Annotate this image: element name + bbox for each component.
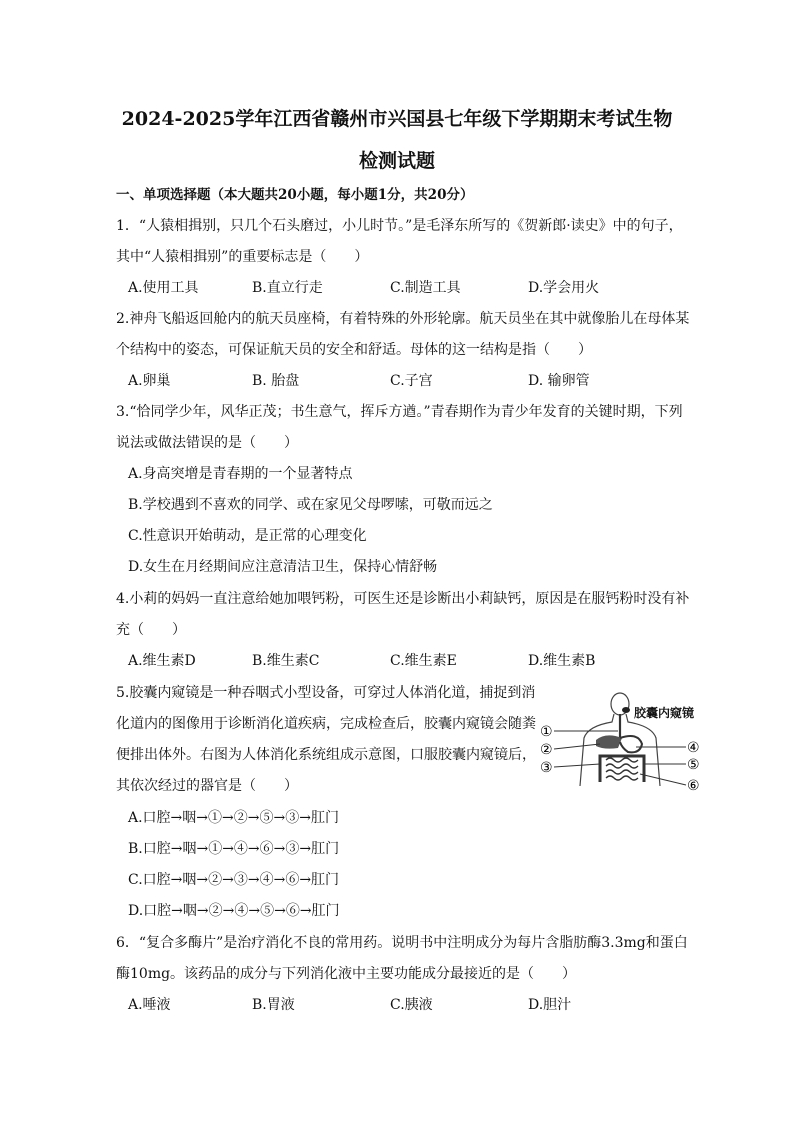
q3-option-a: A.身高突增是青春期的一个显著特点	[128, 466, 353, 482]
q1-option-d: D.学会用火	[528, 280, 600, 296]
q3-stem-line1: 3.“恰同学少年，风华正茂；书生意气，挥斥方遒。”青春期作为青少年发育的关键时期，下列	[116, 404, 683, 420]
capsule-endoscope	[622, 707, 630, 713]
q4-option-a: A.维生素D	[128, 653, 196, 669]
q5-option-a: A.口腔→咽→①→②→⑤→③→肛门	[128, 810, 339, 826]
q4-option-b: B.维生素C	[252, 653, 320, 669]
q6-option-a: A.唾液	[128, 997, 171, 1013]
q4-stem-line1: 4.小莉的妈妈一直注意给她加喂钙粉，可医生还是诊断出小莉缺钙，原因是在服钙粉时没有补	[116, 591, 690, 607]
q2-option-b: B. 胎盘	[252, 373, 300, 389]
q3-option-b: B.学校遇到不喜欢的同学、或在家见父母啰嗦，可敬而远之	[128, 497, 493, 513]
page-title-line1: 2024-2025学年江西省赣州市兴国县七年级下学期期末考试生物	[121, 108, 673, 130]
q6-stem-line2: 酶10mg。该药品的成分与下列消化液中主要功能成分最接近的是（ ）	[116, 966, 577, 982]
q5-stem-line4: 其依次经过的器官是（ ）	[116, 778, 298, 794]
q5-option-d: D.口腔→咽→②→④→⑤→⑥→肛门	[128, 903, 340, 919]
small-intestine	[606, 758, 638, 780]
q1-option-a: A.使用工具	[128, 280, 199, 296]
section-heading: 一、单项选择题（本大题共20小题，每小题1分，共20分）	[116, 187, 474, 203]
q3-option-c: C.性意识开始萌动，是正常的心理变化	[128, 528, 367, 544]
q6-option-d: D.胆汁	[528, 997, 572, 1013]
q1-option-b: B.直立行走	[252, 280, 323, 296]
q2-stem-line1: 2.神舟飞船返回舱内的航天员座椅，有着特殊的外形轮廓。航天员坐在其中就像胎儿在母体某	[116, 311, 690, 327]
q6-option-b: B.胃液	[252, 997, 295, 1013]
figure-label: 胶囊内窥镜	[634, 706, 695, 720]
q5-stem-line1: 5.胶囊内窥镜是一种吞咽式小型设备，可穿过人体消化道，捕捉到消	[116, 685, 536, 701]
q2-option-d: D. 输卵管	[528, 373, 590, 389]
label-5: ⑤	[687, 757, 700, 773]
q6-option-c: C.胰液	[390, 997, 433, 1013]
q4-stem-line2: 充（ ）	[116, 622, 186, 638]
q6-stem-line1: 6．“复合多酶片”是治疗消化不良的常用药。说明书中注明成分为每片含脂肪酶3.3mg和蛋白	[116, 935, 688, 951]
stomach	[620, 736, 642, 752]
label-6: ⑥	[687, 778, 700, 792]
q5-option-b: B.口腔→咽→①→④→⑥→③→肛门	[128, 841, 340, 857]
label-2: ②	[540, 742, 553, 758]
q5-stem-line2: 化道内的图像用于诊断消化道疾病，完成检查后，胶囊内窥镜会随粪	[116, 716, 536, 732]
liver	[596, 735, 622, 748]
q5-option-c: C.口腔→咽→②→③→④→⑥→肛门	[128, 872, 340, 888]
q2-stem-line2: 个结构中的姿态，可保证航天员的安全和舒适。母体的这一结构是指（ ）	[116, 342, 592, 358]
digestive-system-figure	[540, 686, 720, 792]
page-title-line2: 检测试题	[358, 150, 435, 172]
q3-option-d: D.女生在月经期间应注意清洁卫生，保持心情舒畅	[128, 559, 438, 575]
q3-stem-line2: 说法或做法错误的是（ ）	[116, 435, 298, 451]
q2-option-a: A.卵巢	[128, 373, 171, 389]
q1-option-c: C.制造工具	[390, 280, 461, 296]
q2-option-c: C.子宫	[390, 373, 433, 389]
label-4: ④	[687, 740, 700, 756]
q5-stem-line3: 便排出体外。右图为人体消化系统组成示意图，口服胶囊内窥镜后，	[116, 747, 536, 763]
label-3: ③	[540, 760, 553, 776]
q1-stem-line1: 1．“人猿相揖别，只几个石头磨过，小儿时节。”是毛泽东所写的《贺新郎·读史》中的句子，	[116, 218, 683, 234]
q4-option-d: D.维生素B	[528, 653, 596, 669]
label-1: ①	[540, 724, 553, 740]
q1-stem-line2: 其中“人猿相揖别”的重要标志是（ ）	[116, 249, 369, 265]
q4-option-c: C.维生素E	[390, 653, 457, 669]
